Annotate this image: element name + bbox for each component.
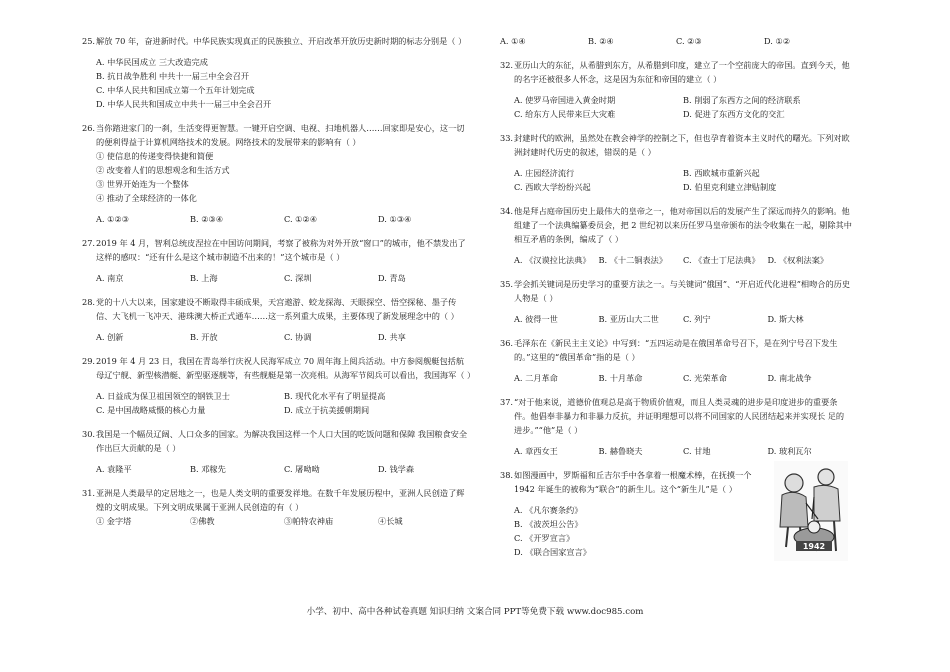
question-number: 38. [500,470,514,480]
option: C. 中华人民共和国成立第一个五年计划完成 [96,85,255,95]
option: D. ①③④ [378,214,412,224]
page-footer: 小学、初中、高中各种试卷真题 知识归纳 文案合同 PPT等免费下载 www.doc985.com [306,607,644,617]
option: C. 《开罗宣言》 [514,533,575,543]
option: A. ①④ [500,36,526,46]
question-34 [500,204,852,267]
option: C. 屠呦呦 [284,464,320,474]
option: B. ②④ [588,36,614,46]
question-number: 37. [500,397,514,407]
option: B. 上海 [190,273,218,283]
option: D. ①② [764,36,791,46]
question-stem: 解放 70 年，奋进新时代。中华民族实现真正的民族独立、开启改革开放历史新时期的标志分别是（ ） [96,36,467,46]
question-stem: 2019 年 4 月，智利总统皮涅拉在中国访问期间，考察了被称为对外开放“窗口”的城市，他不禁发出了这样的感叹：“还有什么是这个城市制造不出来的！”这个城市是（ ） [96,238,466,262]
option: B. 抗日战争胜利 中共十一届三中全会召开 [96,71,250,81]
question-number: 25. [82,36,96,46]
option: C. 光荣革命 [683,373,727,383]
option: A. 使罗马帝国进入黄金时期 [514,95,616,105]
question-stem: 亚历山大的东征，从希腊到东方，从希腊到印度，建立了一个空前庞大的帝国。直到今天，他的名字还被很多人怀念，这是因为东征和帝国的建立（ ） [514,60,850,84]
option: A. 南京 [96,273,124,283]
question-stem: 当你踏进家门的一刹，生活变得更智慧。一键开启空调、电视、扫地机器人……回家即是安心，这一切的便利得益于计算机网络技术的发展。网络技术的发展带来的影响有（ ） [96,123,465,147]
option: B. 现代化水平有了明显提高 [284,391,386,401]
option: C. 甘地 [683,446,711,456]
option: D. 钱学森 [378,464,415,474]
question-number: 33. [500,133,514,143]
option: D. 斯大林 [767,314,804,324]
question-number: 36. [500,338,514,348]
statement-item: ① 金字塔 [96,516,132,526]
option: C. 列宁 [683,314,711,324]
option: B. 十月革命 [598,373,643,383]
option: A. ①②③ [96,214,130,224]
question-stem: 如图漫画中，罗斯福和丘吉尔手中各拿着一根魔术棒，在抚摸一个 1942 年诞生的被称为“联合”的新生儿。这个“新生儿”是（ ） [514,470,752,494]
question-37 [500,395,852,458]
option: C. 是中国战略威慑的核心力量 [96,405,206,415]
question-stem: 学会抓关键词是历史学习的重要方法之一。与关键词“俄国”、“开启近代化进程”相吻合的历史人物是（ ） [514,279,851,303]
cartoon-year-label: 1942 [802,542,826,551]
option: D. 《联合国家宣言》 [514,547,591,557]
option: A. 庄园经济流行 [514,168,575,178]
question-stem: 我国是一个幅员辽阔、人口众多的国家。为解决我国这样一个人口大国的吃饭问题和保障 我国粮食安全作出巨大贡献的是（ ） [96,429,468,453]
question-31 [82,486,472,528]
option: B. 削弱了东西方之间的经济联系 [683,95,801,105]
question-28 [82,295,472,344]
option: D. 中华人民共和国成立中共十一届三中全会召开 [96,99,272,109]
question-38 [500,468,770,559]
question-26 [82,121,472,226]
option: B. 赫鲁晓夫 [598,446,643,456]
question-29 [82,354,476,417]
question-number: 26. [82,123,96,133]
option: C. 深圳 [284,273,312,283]
option: D. 伯里克利建立津贴制度 [683,182,777,192]
option: D. 青岛 [378,273,406,283]
question-33 [500,131,852,194]
option: B. 开放 [190,332,218,342]
question-stem: 封建时代的欧洲，虽然处在教会神学的控制之下，但也孕育着资本主义时代的曙光。下列对欧洲封建时代历史的叙述，错误的是（ ） [514,133,850,157]
option: A. 日益成为保卫祖国领空的钢铁卫士 [96,391,230,401]
question-number: 32. [500,60,514,70]
option: C. ①②④ [284,214,318,224]
left-column [82,34,476,528]
question-number: 31. [82,488,96,498]
question-stem: 毛泽东在《新民主主义论》中写到：“五四运动是在俄国革命号召下，是在列宁号召下发生的。”这里的“俄国革命”指的是（ ） [514,338,838,362]
option: A. 章西女王 [514,446,558,456]
option: A. 创新 [96,332,124,342]
option: A. 二月革命 [514,373,558,383]
cartoon-illustration [774,461,848,561]
statement-item: ④ 推动了全球经济的一体化 [96,193,197,203]
option: D. 成立于抗美援朝期间 [284,405,370,415]
option: D. 《权利法案》 [767,255,829,265]
option: B. ②③④ [190,214,224,224]
question-number: 30. [82,429,96,439]
question-stem: 亚洲是人类最早的定居地之一，也是人类文明的重要发祥地。在数千年发展历程中，亚洲人民创造了辉煌的文明成果。下列文明成果属于亚洲人民创造的有（ ） [96,488,465,512]
question-stem: 党的十八大以来，国家建设不断取得丰硕成果，天宫遨游、蛟龙探海、天眼探空、悟空探秘、墨子传信、大飞机一飞冲天、港珠澳大桥正式通车……这一系列重大成果，主要体现了新发展理念中的（ ） [96,297,459,321]
option: D. 南北战争 [767,373,812,383]
option: B. 亚历山大二世 [598,314,659,324]
statement-item: ③帕特农神庙 [284,516,334,526]
option: B. 《十二铜表法》 [598,255,668,265]
option: D. 共享 [378,332,406,342]
option: B. 《波茨坦公告》 [514,519,583,529]
statement-item: ① 使信息的传递变得快捷和简便 [96,151,214,161]
option: D. 玻利瓦尔 [767,446,812,456]
question-stem: 他是拜占庭帝国历史上最伟大的皇帝之一，他对帝国以后的发展产生了深远而持久的影响。他组建了一个法典编纂委员会，把 2 世纪初以来历任罗马皇帝颁布的法令收集在一起，剔除其中相互矛盾的条例，编成了（ ） [514,206,852,244]
question-stem: 2019 年 4 月 23 日，我国在青岛举行庆祝人民海军成立 70 周年海上阅兵活动。中方参阅舰艇包括航母辽宁舰、新型核潜艇、新型驱逐舰等，有些舰艇是第一次亮相。从海军节阅兵可以看出，我国海军（ ） [96,356,476,380]
question-30 [82,427,472,476]
question-27 [82,236,472,285]
question-31-options [500,34,852,48]
question-32 [500,58,852,121]
option: B. 西欧城市重新兴起 [683,168,760,178]
question-number: 34. [500,206,514,216]
option: B. 邓稼先 [190,464,226,474]
option: A. 《凡尔赛条约》 [514,505,583,515]
option: C. 西欧大学纷纷兴起 [514,182,591,192]
option: D. 促进了东西方文化的交汇 [683,109,785,119]
question-35 [500,277,852,326]
question-25 [82,34,472,111]
question-number: 29. [82,356,96,366]
option: A. 中华民国成立 三大改造完成 [96,57,208,67]
option: C. 给东方人民带来巨大灾难 [514,109,616,119]
question-36 [500,336,852,385]
statement-item: ③ 世界开始连为一个整体 [96,179,189,189]
statement-item: ②佛教 [190,516,215,526]
question-number: 27. [82,238,96,248]
option: C. 协调 [284,332,312,342]
question-stem: “对于他来说，道德价值观总是高于物质价值观，而且人类灵魂的进步是印度进步的重要条件。他倡奉非暴力和非暴力反抗，并证明理想可以将不同国家的人民团结起来并实现长 足的进步。”“他”是（ ） [514,397,845,435]
question-number: 28. [82,297,96,307]
statement-item: ② 改变着人们的思想观念和生活方式 [96,165,230,175]
option: C. ②③ [676,36,702,46]
option: A. 彼得一世 [514,314,558,324]
option: C. 《查士丁尼法典》 [683,255,760,265]
option: A. 袁隆平 [96,464,132,474]
question-number: 35. [500,279,514,289]
statement-item: ④长城 [378,516,403,526]
option: A. 《汉谟拉比法典》 [514,255,591,265]
